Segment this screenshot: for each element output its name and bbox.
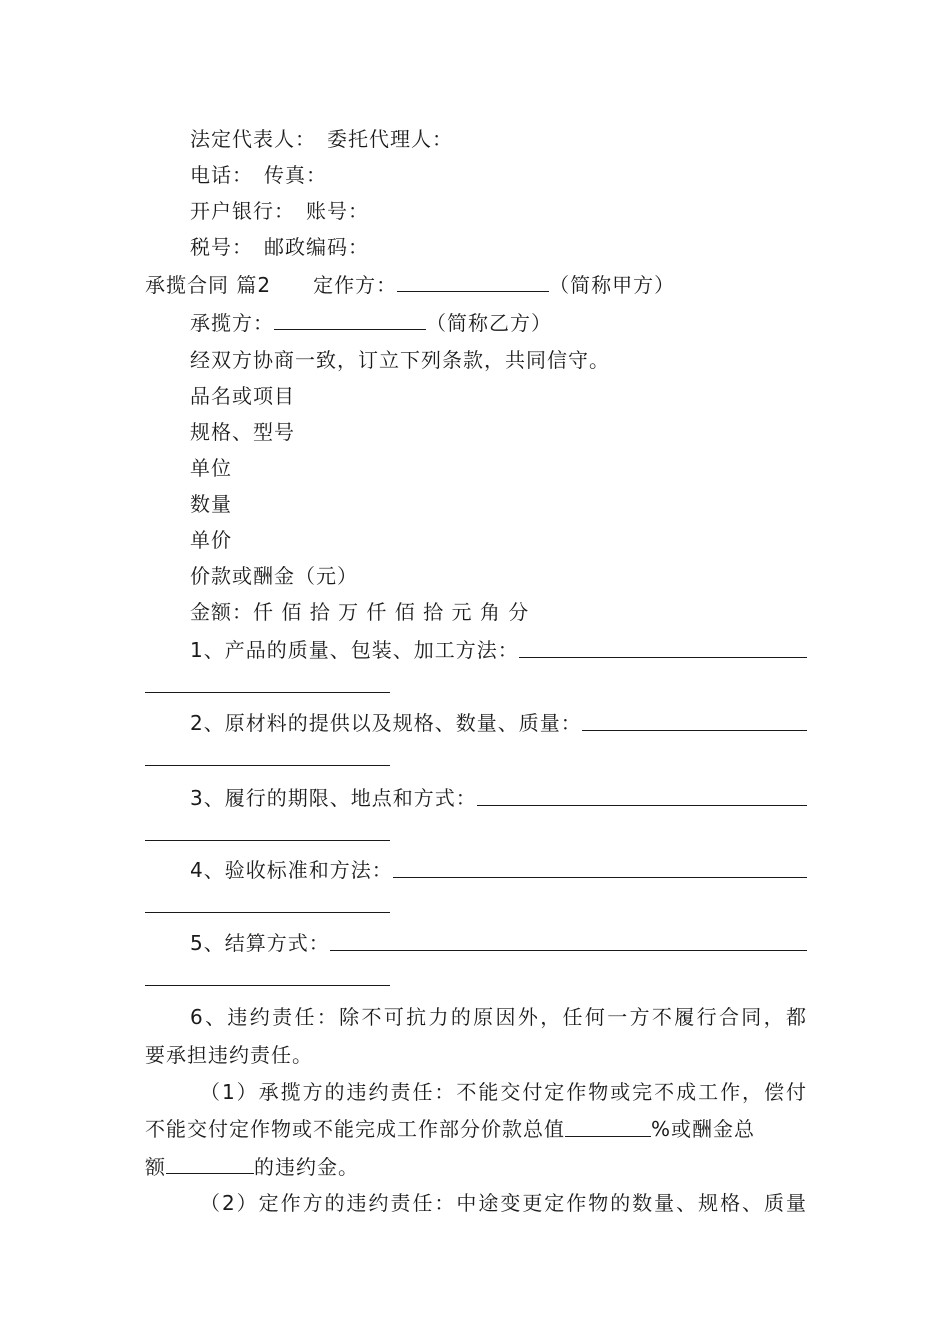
party-line: 电话： 传真： — [190, 163, 327, 187]
blank-line — [397, 271, 549, 292]
document-title: 承揽合同 篇2 — [145, 273, 272, 297]
blank-line — [166, 1153, 254, 1174]
penalty-1-line-1: （1）承揽方的违约责任：不能交付定作物或完不成工作，偿付 — [200, 1080, 807, 1104]
party-line: 税号： 邮政编码： — [190, 235, 369, 259]
penalty-1-line-3 — [145, 1153, 807, 1180]
blank-continuation — [145, 892, 807, 913]
item-label: 单价 — [190, 528, 232, 552]
blank-line — [393, 857, 807, 878]
clause-text: 2、原材料的提供以及规格、数量、质量： — [190, 711, 582, 735]
penalty-text: %或酬金总 — [651, 1117, 756, 1141]
item-label: 品名或项目 — [190, 384, 295, 408]
blank-line — [145, 672, 390, 693]
amount-line: 金额：仟 佰 拾 万 仟 佰 拾 元 角 分 — [190, 600, 530, 624]
blank-line — [565, 1116, 651, 1137]
item-label: 单位 — [190, 456, 232, 480]
clause-6-line-1: 6、违约责任：除不可抗力的原因外，任何一方不履行合同，都 — [190, 1005, 807, 1029]
blank-continuation — [145, 672, 807, 693]
blank-line — [274, 309, 426, 330]
agreement-text: 经双方协商一致，订立下列条款，共同信守。 — [190, 348, 610, 372]
blank-line — [145, 965, 390, 986]
party-line: 法定代表人： 委托代理人： — [190, 127, 453, 151]
blank-continuation — [145, 965, 807, 986]
cheng-label: 承揽方： — [190, 311, 274, 335]
cheng-suffix: （简称乙方） — [426, 311, 552, 335]
blank-continuation — [145, 820, 807, 841]
title-line — [145, 271, 807, 298]
blank-line — [330, 930, 807, 951]
item-label: 规格、型号 — [190, 420, 295, 444]
clause-1 — [190, 637, 807, 663]
blank-line — [145, 745, 390, 766]
penalty-text: 额 — [145, 1155, 166, 1179]
clause-3 — [190, 785, 807, 811]
ding-suffix: （简称甲方） — [549, 273, 676, 297]
blank-line — [519, 637, 807, 658]
penalty-text: 的违约金。 — [254, 1155, 359, 1179]
clause-text: 5、结算方式： — [190, 931, 330, 955]
clause-text: 3、履行的期限、地点和方式： — [190, 786, 477, 810]
blank-line — [145, 892, 390, 913]
party-line: 开户银行： 账号： — [190, 199, 369, 223]
clause-6-line-2: 要承担违约责任。 — [145, 1043, 313, 1067]
clause-5 — [190, 930, 807, 956]
clause-text: 4、验收标准和方法： — [190, 858, 393, 882]
blank-line — [477, 785, 807, 806]
blank-line — [145, 820, 390, 841]
clause-2 — [190, 710, 807, 736]
item-label: 价款或酬金（元） — [190, 564, 358, 588]
blank-continuation — [145, 745, 807, 766]
blank-line — [582, 710, 807, 731]
penalty-1-line-2 — [145, 1116, 807, 1142]
cheng-line — [190, 309, 807, 336]
clause-text: 1、产品的质量、包装、加工方法： — [190, 638, 519, 662]
ding-label: 定作方： — [313, 273, 398, 297]
penalty-2-line-1: （2）定作方的违约责任：中途变更定作物的数量、规格、质量 — [200, 1191, 807, 1215]
penalty-text: 不能交付定作物或不能完成工作部分价款总值 — [145, 1117, 565, 1141]
clause-4 — [190, 857, 807, 883]
item-label: 数量 — [190, 492, 232, 516]
